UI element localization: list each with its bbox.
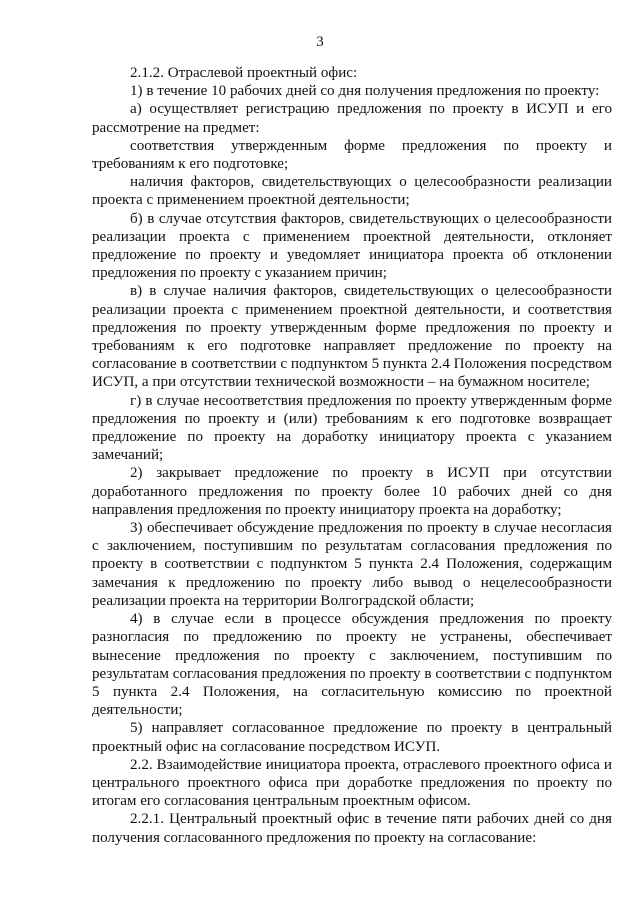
paragraph: 2.2. Взаимодействие инициатора проекта, отраслевого проектного офиса и центрального проектного офиса при доработке предложения по проекту по итогам его согласования центральным проектным офисом. xyxy=(92,756,612,810)
paragraph: а) осуществляет регистрацию предложения по проекту в ИСУП и его рассмотрение на предмет: xyxy=(92,101,612,136)
paragraph: в) в случае наличия факторов, свидетельствующих о целесообразности реализации проекта с применением проектной деятельности, и соответствия предложения по проекту утвержденным форме предложения по проекту и требованиям к его подготовке направляет предложение по проекту на согласование в соответствии с подпунктом 5 пункта 2.4 Положения посредством ИСУП, а при отсутствии технической возможности – на бумажном носителе; xyxy=(92,283,612,391)
paragraph: 4) в случае если в процессе обсуждения предложения по проекту разногласия по предложению по проекту не устранены, обеспечивает вынесение предложения по проекту с заключением, поступившим по результатам согласования предложения по проекту в соответствии с подпунктом 5 пункта 2.4 Положения, на согласительную комиссию по проектной деятельности; xyxy=(92,611,612,719)
paragraph: 2) закрывает предложение по проекту в ИСУП при отсутствии доработанного предложения по проекту более 10 рабочих дней со дня направления предложения по проекту инициатору проекта на доработку; xyxy=(92,465,612,518)
document-body xyxy=(92,64,612,847)
paragraph: б) в случае отсутствия факторов, свидетельствующих о целесообразности реализации проекта с применением проектной деятельности, отклоняет предложение по проекту и уведомляет инициатора проекта об отклонении предложения по проекту с указанием причин; xyxy=(92,210,612,282)
paragraph: 2.2.1. Центральный проектный офис в течение пяти рабочих дней со дня получения согласованного предложения по проекту на согласование: xyxy=(92,811,612,846)
paragraph: г) в случае несоответствия предложения по проекту утвержденным форме предложения по проекту и (или) требованиям к его подготовке возвращает предложение по проекту на доработку инициатору проекта с указанием замечаний; xyxy=(92,392,612,464)
paragraph: 2.1.2. Отраслевой проектный офис: xyxy=(130,65,358,81)
page-number: 3 xyxy=(316,34,324,50)
paragraph: 1) в течение 10 рабочих дней со дня получения предложения по проекту: xyxy=(130,83,600,100)
paragraph: наличия факторов, свидетельствующих о целесообразности реализации проекта с применением проектной деятельности; xyxy=(92,174,612,209)
paragraph: 5) направляет согласованное предложение по проекту в центральный проектный офис на согласование посредством ИСУП. xyxy=(92,720,612,755)
paragraph: соответствия утвержденным форме предложения по проекту и требованиям к его подготовке; xyxy=(92,137,612,173)
paragraph: 3) обеспечивает обсуждение предложения по проекту в случае несогласия с заключением, поступившим по результатам согласования предложения по проекту в соответствии с подпунктом 5 пункта 2.4 Положения, содержащим замечания к предложению по проекту либо вывод о нецелесообразности реализации проекта на территории Волгоградской области; xyxy=(92,520,612,609)
